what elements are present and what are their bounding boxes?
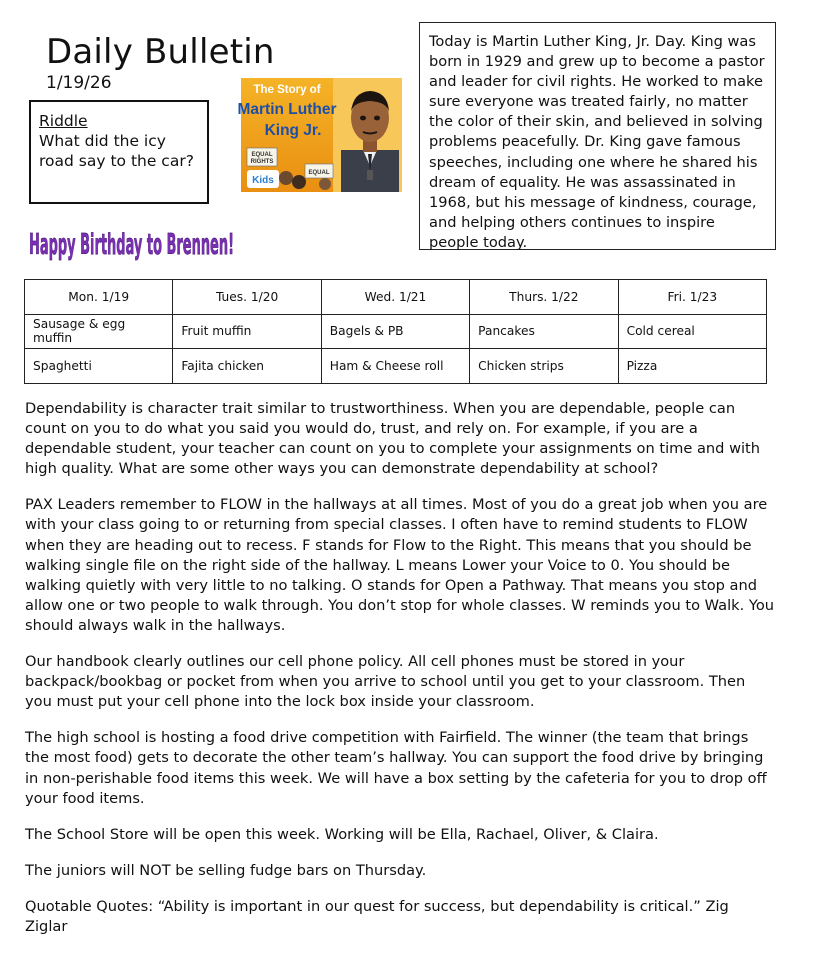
bulletin-date: 1/19/26 <box>46 73 112 93</box>
menu-cell: Bagels & PB <box>321 314 469 349</box>
menu-day-header: Thurs. 1/22 <box>470 280 618 315</box>
book-title-line2: Martin Luther <box>237 101 337 118</box>
book-title-line1: The Story of <box>253 84 321 96</box>
menu-day-header: Mon. 1/19 <box>25 280 173 315</box>
announcement-school-store: The School Store will be open this week. Working will be Ella, Rachael, Oliver, & Claira. <box>25 825 659 843</box>
riddle-heading: Riddle <box>39 112 88 130</box>
menu-day-header: Fri. 1/23 <box>618 280 766 315</box>
menu-cell: Sausage & egg muffin <box>25 314 173 349</box>
book-cover-illustration <box>237 78 402 192</box>
lunch-menu-table <box>24 279 767 384</box>
announcement-dependability: Dependability is character trait similar to trustworthiness. When you are dependable, people can count on you to do what you said you would do, trust, and rely on. For example, if you are a dependable student, your teacher can count on you to complete your assignments on time and with high quality. What are some other ways you can demonstrate dependability at school? <box>25 400 761 478</box>
birthday-banner <box>28 226 248 268</box>
announcement-food-drive: The high school is hosting a food drive competition with Fairfield. The winner (the team that brings the most food) gets to decorate the other team’s hallway. You can support the food drive by bringing in non-perishable food items this week. We will have a box setting by the cafeteria for you to drop off your food items. <box>25 729 767 807</box>
mlk-book-cover-image <box>237 78 402 192</box>
menu-day-header: Wed. 1/21 <box>321 280 469 315</box>
riddle-question: What did the icy road say to the car? <box>39 132 194 170</box>
menu-cell: Fruit muffin <box>173 314 321 349</box>
bulletin-title: Daily Bulletin <box>46 32 275 72</box>
menu-cell: Pancakes <box>470 314 618 349</box>
announcement-cell-phone: Our handbook clearly outlines our cell phone policy. All cell phones must be stored in your backpack/bookbag or pocket from when you arrive to school until you get to your classroom. Then you must put your cell phone into the lock box inside your classroom. <box>25 653 746 711</box>
menu-cell: Fajita chicken <box>173 349 321 384</box>
book-title-line3: King Jr. <box>264 122 322 139</box>
announcement-flow: PAX Leaders remember to FLOW in the hallways at all times. Most of you do a great job when you are with your class going to or returning from special classes. I often have to remind students to FLOW when they are heading out to recess. F stands for Flow to the Right. This means that you should be walking single file on the right side of the hallway. L means Lower your Voice to 0. You should be walking quietly with very little to no talking. O stands for Open a Pathway. That means you stop and allow one or two people to walk through. You don’t stop for whole classes. W reminds you to Walk. You should always walk in the hallways. <box>25 496 775 634</box>
sign-text-1: EQUAL <box>251 152 273 158</box>
menu-cell: Spaghetti <box>25 349 173 384</box>
announcements <box>25 399 775 953</box>
menu-header-row <box>25 280 767 315</box>
birthday-text: Happy Birthday to Brennen! <box>29 227 234 261</box>
menu-cell: Ham & Cheese roll <box>321 349 469 384</box>
sign-text-2: RIGHTS <box>250 159 274 165</box>
riddle-box <box>29 100 209 204</box>
menu-row <box>25 314 767 349</box>
mlk-day-box: Today is Martin Luther King, Jr. Day. King was born in 1929 and grew up to become a pastor and leader for civil rights. He worked to make sure everyone was treated fairly, no matter the color of their skin, and believed in solving problems peacefully. Dr. King gave famous speeches, including one where he shared his dream of equality. He was assassinated in 1968, but his message of kindness, courage, and helping others continues to inspire people today. <box>419 22 776 250</box>
menu-cell: Cold cereal <box>618 314 766 349</box>
sign-text-3: EQUAL <box>308 170 330 176</box>
menu-cell: Pizza <box>618 349 766 384</box>
menu-day-header: Tues. 1/20 <box>173 280 321 315</box>
kids-logo: Kids <box>252 175 274 186</box>
menu-cell: Chicken strips <box>470 349 618 384</box>
quotable-quote: Quotable Quotes: “Ability is important in our quest for success, but dependability is critical.” Zig Ziglar <box>25 897 729 935</box>
announcement-fudge-bars: The juniors will NOT be selling fudge bars on Thursday. <box>25 861 427 879</box>
menu-row <box>25 349 767 384</box>
